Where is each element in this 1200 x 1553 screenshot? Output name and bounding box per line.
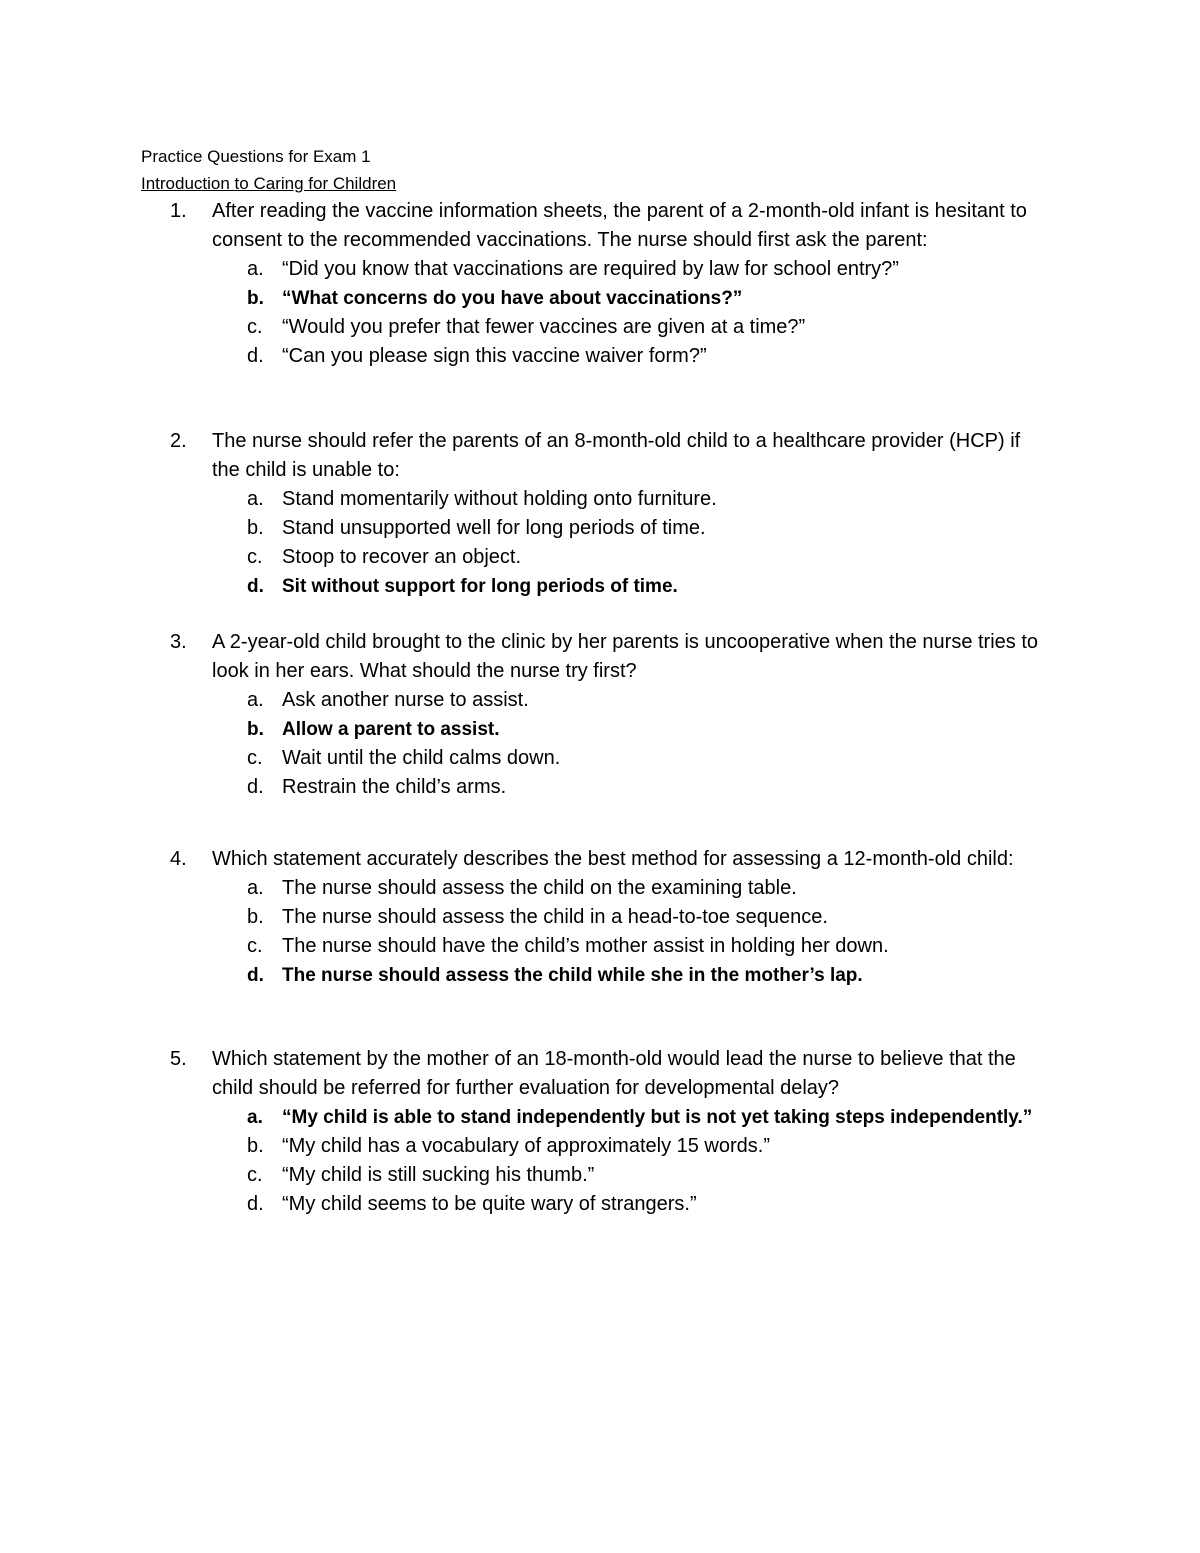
- question-stem: [170, 1045, 1050, 1103]
- option-a-correct: [170, 1103, 1050, 1132]
- question-stem: [170, 427, 1050, 485]
- document-header: [141, 143, 1091, 197]
- option-d: [170, 1190, 1050, 1219]
- option-letter: d.: [247, 965, 264, 986]
- option-text: Sit without support for long periods of time.: [282, 576, 678, 597]
- question-stem: [170, 845, 1050, 874]
- question-text: The nurse should refer the parents of an 8-month-old child to a healthcare provider (HCP) if the child is unable to:: [212, 430, 1021, 481]
- option-letter: c.: [247, 1164, 263, 1186]
- option-b-correct: [170, 715, 1050, 744]
- option-letter: c.: [247, 546, 263, 568]
- option-letter: a.: [247, 1107, 263, 1128]
- question-stem: [170, 197, 1050, 255]
- option-letter: d.: [247, 776, 264, 798]
- option-letter: d.: [247, 1193, 264, 1215]
- option-b: [170, 1132, 1050, 1161]
- option-text: The nurse should assess the child while she in the mother’s lap.: [282, 965, 863, 986]
- question-text: A 2-year-old child brought to the clinic by her parents is uncooperative when the nurse tries to look in her ears. What should the nurse try first?: [212, 631, 1039, 682]
- option-text: Allow a parent to assist.: [282, 719, 500, 740]
- question-number: 1.: [170, 200, 187, 222]
- option-a: [170, 686, 1050, 715]
- option-text: Stand momentarily without holding onto furniture.: [282, 488, 717, 510]
- option-a: [170, 255, 1050, 284]
- option-a: [170, 485, 1050, 514]
- option-text: “Did you know that vaccinations are required by law for school entry?”: [282, 258, 899, 280]
- question-4: [170, 845, 1050, 990]
- option-text: “My child has a vocabulary of approximately 15 words.”: [282, 1135, 770, 1157]
- question-5: [170, 1045, 1050, 1219]
- question-number: 3.: [170, 631, 187, 653]
- question-3: [170, 628, 1050, 802]
- option-letter: a.: [247, 488, 264, 510]
- option-list: [170, 874, 1050, 990]
- option-list: [170, 255, 1050, 371]
- option-text: Stoop to recover an object.: [282, 546, 522, 568]
- option-text: Wait until the child calms down.: [282, 747, 561, 769]
- option-text: “Can you please sign this vaccine waiver form?”: [282, 345, 707, 367]
- question-1: [170, 197, 1050, 371]
- option-letter: a.: [247, 258, 264, 280]
- option-text: The nurse should assess the child in a head-to-toe sequence.: [282, 906, 828, 928]
- question-number: 4.: [170, 848, 187, 870]
- option-d: [170, 342, 1050, 371]
- option-letter: a.: [247, 689, 264, 711]
- option-text: Stand unsupported well for long periods of time.: [282, 517, 706, 539]
- option-letter: c.: [247, 747, 263, 769]
- option-c: [170, 313, 1050, 342]
- option-c: [170, 744, 1050, 773]
- option-c: [170, 932, 1050, 961]
- option-text: “What concerns do you have about vaccinations?”: [282, 288, 743, 309]
- option-letter: b.: [247, 719, 264, 740]
- option-letter: d.: [247, 576, 264, 597]
- question-number: 2.: [170, 430, 187, 452]
- option-letter: b.: [247, 517, 264, 539]
- option-text: The nurse should assess the child on the examining table.: [282, 877, 797, 899]
- option-text: Restrain the child’s arms.: [282, 776, 507, 798]
- option-b-correct: [170, 284, 1050, 313]
- option-letter: b.: [247, 906, 264, 928]
- option-a: [170, 874, 1050, 903]
- option-text: “Would you prefer that fewer vaccines are given at a time?”: [282, 316, 806, 338]
- option-d-correct: [170, 572, 1050, 601]
- question-text: After reading the vaccine information sheets, the parent of a 2-month-old infant is hesitant to consent to the recommended vaccinations. The nurse should first ask the parent:: [212, 200, 1027, 251]
- document-title: Practice Questions for Exam 1: [141, 147, 371, 166]
- option-letter: a.: [247, 877, 264, 899]
- option-text: Ask another nurse to assist.: [282, 689, 529, 711]
- option-list: [170, 485, 1050, 601]
- document-subtitle: Introduction to Caring for Children: [141, 174, 397, 193]
- option-letter: b.: [247, 1135, 264, 1157]
- option-letter: d.: [247, 345, 264, 367]
- option-list: [170, 1103, 1050, 1219]
- question-2: [170, 427, 1050, 601]
- option-d-correct: [170, 961, 1050, 990]
- option-text: “My child is able to stand independently but is not yet taking steps independently.”: [282, 1107, 1033, 1128]
- option-c: [170, 543, 1050, 572]
- option-d: [170, 773, 1050, 802]
- option-text: “My child seems to be quite wary of strangers.”: [282, 1193, 697, 1215]
- option-text: “My child is still sucking his thumb.”: [282, 1164, 595, 1186]
- question-stem: [170, 628, 1050, 686]
- question-text: Which statement by the mother of an 18-month-old would lead the nurse to believe that the child should be referred for further evaluation for developmental delay?: [212, 1048, 1016, 1099]
- question-number: 5.: [170, 1048, 187, 1070]
- option-c: [170, 1161, 1050, 1190]
- option-text: The nurse should have the child’s mother assist in holding her down.: [282, 935, 889, 957]
- option-list: [170, 686, 1050, 802]
- option-b: [170, 514, 1050, 543]
- option-letter: b.: [247, 288, 264, 309]
- option-b: [170, 903, 1050, 932]
- option-letter: c.: [247, 935, 263, 957]
- question-text: Which statement accurately describes the best method for assessing a 12-month-old child:: [212, 848, 1014, 870]
- option-letter: c.: [247, 316, 263, 338]
